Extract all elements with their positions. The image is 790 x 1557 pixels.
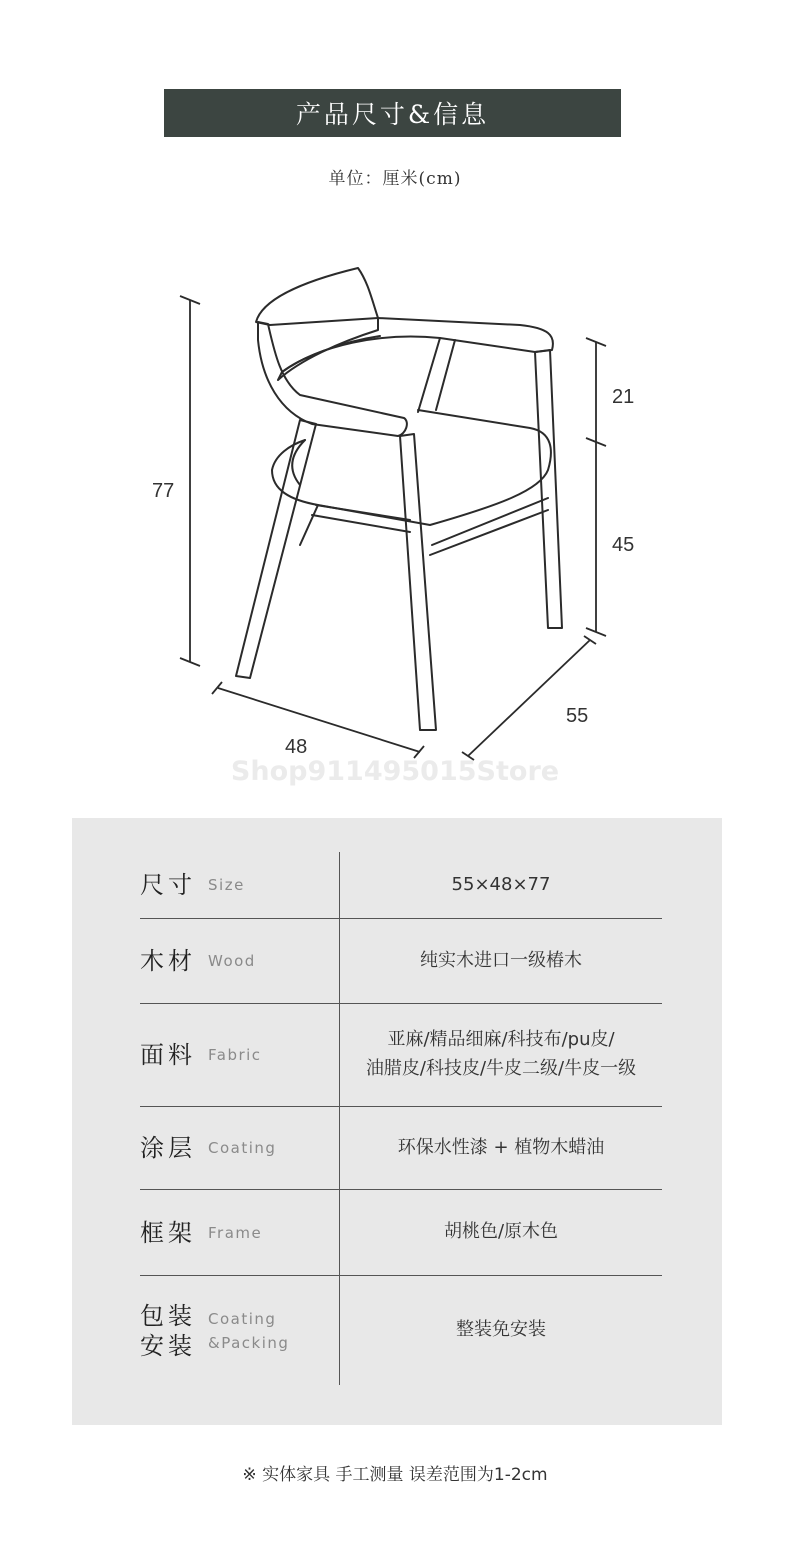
chair-seat [272, 410, 551, 525]
store-watermark: Shop911495015Store [230, 756, 560, 787]
spec-label-zh-line: 包装 [140, 1301, 196, 1330]
spec-value [340, 1107, 662, 1189]
spec-row-packing [140, 1276, 662, 1385]
spec-row-size [140, 852, 662, 919]
spec-label-zh [140, 1301, 196, 1361]
spec-label-en: Size [208, 876, 245, 894]
spec-label-en-line-2: &Packing [208, 1333, 290, 1352]
chair-front-right-leg [400, 434, 436, 730]
dim-arm-height: 21 [612, 386, 635, 408]
spec-label [140, 1107, 339, 1189]
spec-value-line: 55×48×77 [451, 873, 551, 895]
spec-value [340, 852, 662, 918]
spec-value [340, 1190, 662, 1275]
spec-value [340, 919, 662, 1003]
spec-label-zh: 面料 [140, 1041, 196, 1069]
chair-back-right-leg [535, 350, 562, 628]
spec-value-line: 环保水性漆 + 植物木蜡油 [397, 1136, 605, 1158]
spec-value-line: 胡桃色/原木色 [443, 1221, 559, 1243]
title-banner [164, 89, 621, 137]
spec-row-wood [140, 919, 662, 1004]
spec-label-en: Wood [208, 952, 256, 970]
spec-label-en: Coating [208, 1139, 277, 1157]
chair-back-rail [256, 268, 378, 325]
measurement-note: ※ 实体家具 手工测量 误差范围为1-2cm [242, 1465, 548, 1485]
spec-value [340, 1276, 662, 1385]
spec-label-zh: 木材 [140, 947, 196, 975]
page-title: 产品尺寸&信息 [295, 100, 490, 129]
spec-label [140, 919, 339, 1003]
spec-value-line-2: 油腊皮/科技皮/牛皮二级/牛皮一级 [365, 1058, 637, 1079]
spec-label [140, 1190, 339, 1275]
chair-right-arm [278, 318, 553, 380]
spec-label-en: Fabric [208, 1046, 262, 1064]
dim-total-height: 77 [152, 480, 175, 502]
spec-label [140, 852, 339, 918]
spec-table [72, 818, 722, 1425]
spec-row-frame [140, 1190, 662, 1276]
spec-row-coating [140, 1107, 662, 1190]
spec-value-line: 纯实木进口一级椿木 [420, 949, 582, 971]
spec-label-en-line: Coating [208, 1309, 277, 1328]
spec-label [140, 1276, 339, 1385]
spec-label-zh-line-2: 安装 [140, 1331, 196, 1360]
chair-diagram [0, 220, 790, 780]
dim-width: 48 [285, 736, 308, 758]
spec-label-zh: 尺寸 [140, 871, 196, 899]
spec-label-en [208, 1307, 289, 1355]
chair-stretcher-side [312, 505, 410, 532]
spec-row-fabric [140, 1004, 662, 1107]
unit-label: 单位：厘米(cm) [328, 169, 462, 189]
spec-label-zh: 涂层 [140, 1134, 196, 1162]
dim-depth: 55 [566, 705, 589, 727]
spec-value-line: 亚麻/精品细麻/科技布/pu皮/ [387, 1029, 615, 1051]
chair-back-left-leg [300, 505, 318, 545]
spec-label-en: Frame [208, 1223, 263, 1242]
spec-value [340, 1004, 662, 1106]
spec-label [140, 1004, 339, 1106]
dim-seat-height: 45 [612, 534, 635, 556]
spec-label-zh: 框架 [140, 1218, 196, 1247]
chair-back-slat [418, 338, 455, 412]
spec-value-line: 整装免安装 [456, 1319, 546, 1341]
